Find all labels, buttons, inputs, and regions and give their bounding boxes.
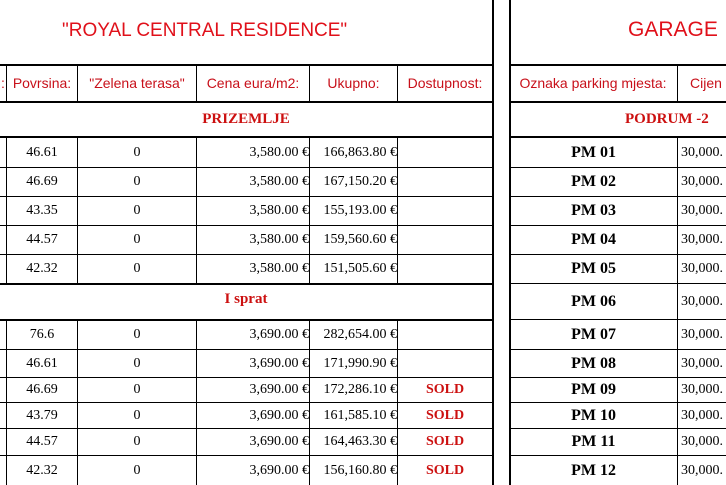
cell-parking-price: 30,000. — [681, 408, 723, 423]
cell-total: 151,505.60 € — [323, 261, 397, 276]
cell-area: 46.61 — [26, 145, 58, 160]
cell-area: 76.6 — [29, 327, 55, 342]
cell-area: 42.32 — [26, 463, 58, 478]
section-ground-floor: PRIZEMLJE — [202, 111, 290, 127]
cell-price-per-m2: 3,690.00 € — [249, 327, 309, 342]
cell-area: 44.57 — [26, 232, 58, 247]
cell-parking-price: 30,000. — [681, 174, 723, 189]
cell-area: 43.35 — [26, 203, 58, 218]
cell-parking-label: PM 09 — [571, 381, 616, 398]
header-price-per-m2: Cena eura/m2: — [206, 75, 300, 91]
cell-terrace: 0 — [133, 463, 141, 478]
cell-parking-price: 30,000. — [681, 434, 723, 449]
cell-parking-price: 30,000. — [681, 294, 723, 309]
cell-parking-label: PM 12 — [571, 462, 616, 479]
header-total: Ukupno: — [327, 75, 380, 91]
cell-parking-price: 30,000. — [681, 327, 723, 342]
cell-terrace: 0 — [133, 356, 141, 371]
cell-parking-price: 30,000. — [681, 382, 723, 397]
cell-area: 46.69 — [26, 382, 58, 397]
header-green-terrace: "Zelena terasa" — [89, 75, 185, 91]
grid-vline — [492, 0, 494, 485]
cell-total: 155,193.00 € — [323, 203, 397, 218]
cell-parking-label: PM 07 — [571, 326, 616, 343]
cell-parking-price: 30,000. — [681, 145, 723, 160]
cell-terrace: 0 — [133, 408, 141, 423]
cell-parking-label: PM 04 — [571, 231, 616, 248]
cell-area: 46.69 — [26, 174, 58, 189]
cell-parking-price: 30,000. — [681, 203, 723, 218]
section-basement: PODRUM -2 — [625, 111, 709, 127]
cell-terrace: 0 — [133, 174, 141, 189]
status-badge: SOLD — [425, 408, 465, 423]
cell-price-per-m2: 3,580.00 € — [249, 174, 309, 189]
cell-total: 166,863.80 € — [323, 145, 397, 160]
cell-total: 159,560.60 € — [323, 232, 397, 247]
cell-terrace: 0 — [133, 203, 141, 218]
cell-total: 171,990.90 € — [323, 356, 397, 371]
cell-terrace: 0 — [133, 382, 141, 397]
cell-area: 43.79 — [26, 408, 58, 423]
cell-parking-label: PM 10 — [571, 407, 616, 424]
status-badge: SOLD — [425, 463, 465, 478]
header-parking-price: Cijen — [690, 75, 722, 91]
cell-price-per-m2: 3,690.00 € — [249, 408, 309, 423]
cell-price-per-m2: 3,580.00 € — [249, 232, 309, 247]
header-col-0: : — [1, 75, 5, 91]
cell-parking-label: PM 08 — [571, 355, 616, 372]
cell-price-per-m2: 3,690.00 € — [249, 434, 309, 449]
status-badge: SOLD — [425, 382, 465, 397]
cell-total: 172,286.10 € — [323, 382, 397, 397]
section-first-floor: I sprat — [224, 291, 268, 307]
cell-parking-price: 30,000. — [681, 356, 723, 371]
cell-price-per-m2: 3,690.00 € — [249, 356, 309, 371]
cell-total: 167,150.20 € — [323, 174, 397, 189]
cell-parking-label: PM 06 — [571, 293, 616, 310]
cell-price-per-m2: 3,580.00 € — [249, 203, 309, 218]
status-badge: SOLD — [425, 434, 465, 449]
cell-parking-price: 30,000. — [681, 261, 723, 276]
cell-total: 156,160.80 € — [323, 463, 397, 478]
header-availability: Dostupnost: — [407, 75, 483, 91]
cell-terrace: 0 — [133, 327, 141, 342]
cell-total: 282,654.00 € — [323, 327, 397, 342]
cell-terrace: 0 — [133, 145, 141, 160]
cell-parking-label: PM 03 — [571, 202, 616, 219]
cell-area: 44.57 — [26, 434, 58, 449]
cell-parking-label: PM 05 — [571, 260, 616, 277]
header-area: Povrsina: — [12, 75, 72, 91]
cell-area: 42.32 — [26, 261, 58, 276]
cell-price-per-m2: 3,690.00 € — [249, 463, 309, 478]
cell-area: 46.61 — [26, 356, 58, 371]
cell-parking-label: PM 11 — [571, 433, 616, 450]
cell-parking-label: PM 02 — [571, 173, 616, 190]
cell-parking-price: 30,000. — [681, 463, 723, 478]
cell-total: 161,585.10 € — [323, 408, 397, 423]
cell-terrace: 0 — [133, 232, 141, 247]
cell-price-per-m2: 3,690.00 € — [249, 382, 309, 397]
header-parking-label: Oznaka parking mjesta: — [519, 75, 667, 91]
right-table-title: GARAGE — [628, 18, 718, 41]
cell-parking-price: 30,000. — [681, 232, 723, 247]
cell-parking-label: PM 01 — [571, 144, 616, 161]
left-table-title: "ROYAL CENTRAL RESIDENCE" — [62, 20, 348, 41]
cell-price-per-m2: 3,580.00 € — [249, 145, 309, 160]
cell-terrace: 0 — [133, 261, 141, 276]
cell-price-per-m2: 3,580.00 € — [249, 261, 309, 276]
cell-terrace: 0 — [133, 434, 141, 449]
cell-total: 164,463.30 € — [323, 434, 397, 449]
grid-hline — [0, 283, 493, 285]
